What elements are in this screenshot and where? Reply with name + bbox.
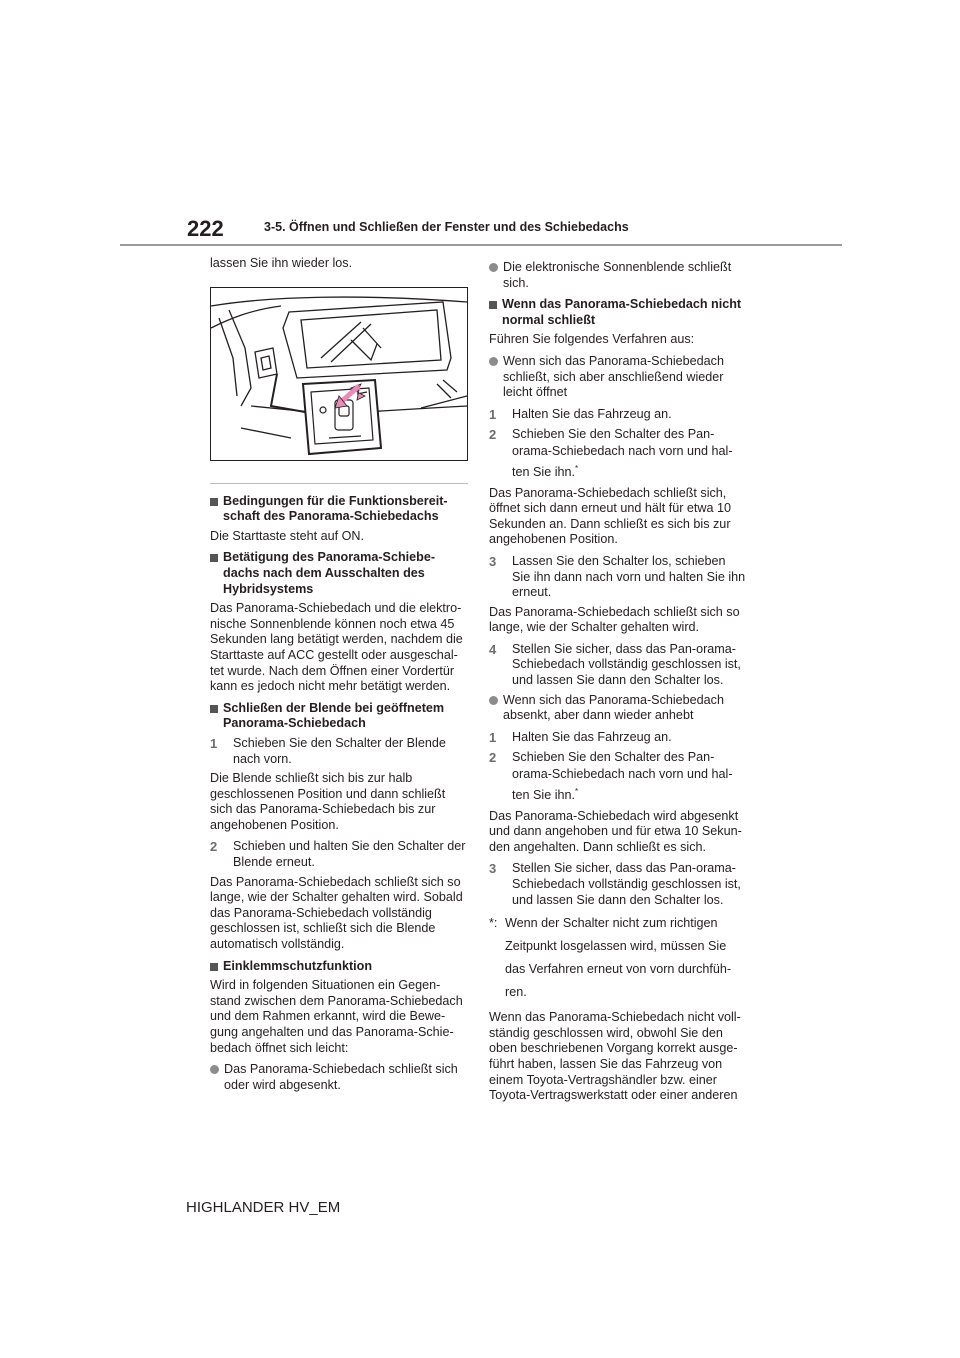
chapter-title: 3-5. Öffnen und Schließen der Fenster und des Schiebedachs — [264, 220, 629, 234]
procedure-1-text-2: Das Panorama-Schiebedach schließt sich so lange, wie der Schalter gehalten wird. — [489, 604, 740, 635]
jam-protection-text: Wird in folgenden Situationen ein Gegen-stand zwischen dem Panorama-Schiebedach und dem Rahmen erkannt, wird die Bewe-gung angehalten und das Panorama-Schie-bedach öffnet sich leicht: — [210, 978, 463, 1055]
section-divider — [210, 483, 468, 484]
round-bullet-icon — [210, 1065, 219, 1074]
footnote-marker: *: — [489, 916, 498, 931]
step-item: 3 Stellen Sie sicher, dass das Pan-orama-Schiebedach vollständig geschlossen ist, und lassen Sie dann den Schalter los. — [489, 861, 741, 907]
step-number: 1 — [489, 729, 497, 745]
heading-not-closing: Wenn das Panorama-Schiebedach nicht normal schließt — [489, 297, 747, 328]
final-paragraph: Wenn das Panorama-Schiebedach nicht voll-ständig geschlossen wird, obwohl Sie den oben beschriebenen Vorgang korrekt ausge-führt haben, lassen Sie das Fahrzeug von einem Toyota-Vertragshändler bzw. einer Toyota-Vertragswerkstatt oder einer anderen — [489, 1010, 741, 1103]
step-number: 3 — [489, 861, 497, 877]
step-item: 2 Schieben Sie den Schalter des Pan-orama-Schiebedach nach vorn und hal-ten Sie ihn.* — [489, 750, 733, 803]
heading-operating-conditions: Bedingungen für die Funktionsbereit-schaft des Panorama-Schiebedachs — [210, 494, 468, 525]
square-bullet-icon — [210, 963, 218, 971]
list-item: Wenn sich das Panorama-Schiebedach schließt, sich aber anschließend wieder leicht öffnet — [489, 354, 747, 401]
footnote-marker: * — [575, 787, 579, 797]
step-number: 2 — [210, 839, 218, 855]
step-number: 4 — [489, 641, 497, 657]
list-item: Die elektronische Sonnenblende schließt sich. — [489, 260, 747, 291]
page-header — [0, 0, 960, 250]
step-number: 2 — [489, 427, 497, 443]
sunroof-switch-illustration — [210, 287, 468, 461]
heading-close-shade: Schließen der Blende bei geöffnetem Panorama-Schiebedach — [210, 701, 468, 732]
after-hybrid-off-text: Das Panorama-Schiebedach und die elektro-nische Sonnenblende können noch etwa 45 Sekunden lang betätigt werden, nachdem die Starttaste auf ACC gestellt oder ausgeschal-tet wurde. Nach dem Öffnen einer Vordertür kann es jedoch nicht mehr betätigt werden. — [210, 601, 463, 694]
square-bullet-icon — [210, 554, 218, 562]
footer-model: HIGHLANDER HV_EM — [186, 1199, 341, 1216]
round-bullet-icon — [489, 696, 498, 705]
step-number: 1 — [210, 735, 218, 751]
round-bullet-icon — [489, 263, 498, 272]
header-divider — [120, 244, 842, 246]
step-item: 2 Schieben und halten Sie den Schalter der Blende erneut. — [210, 839, 466, 870]
operating-conditions-text: Die Starttaste steht auf ON. — [210, 528, 364, 543]
step-item: 3 Lassen Sie den Schalter los, schieben Sie ihn dann nach vorn und halten Sie ihn erneut. — [489, 553, 746, 600]
left-column — [210, 256, 468, 1099]
right-column — [489, 256, 747, 1110]
page-number: 222 — [187, 216, 224, 241]
list-item: Das Panorama-Schiebedach schließt sich oder wird abgesenkt. — [210, 1062, 468, 1093]
round-bullet-icon — [489, 357, 498, 366]
intro-text: lassen Sie ihn wieder los. — [210, 256, 353, 270]
procedure-1-text-1: Das Panorama-Schiebedach schließt sich, öffnet sich dann erneut und hält für etwa 10 Sekunden an. Dann schließt es sich bis zur angehobenen Position. — [489, 485, 732, 547]
heading-jam-protection: Einklemmschutzfunktion — [210, 959, 468, 975]
step-item: 1 Halten Sie das Fahrzeug an. — [489, 406, 672, 422]
footnote-marker: * — [575, 464, 579, 474]
list-item: Wenn sich das Panorama-Schiebedach absenkt, aber dann wieder anhebt — [489, 693, 747, 724]
not-closing-text: Führen Sie folgendes Verfahren aus: — [489, 332, 695, 347]
square-bullet-icon — [210, 705, 218, 713]
square-bullet-icon — [210, 498, 218, 506]
procedure-2-text-1: Das Panorama-Schiebedach wird abgesenkt und dann angehoben und für etwa 10 Sekun-den angehalten. Dann schließt es sich. — [489, 808, 742, 854]
step-item: 1 Halten Sie das Fahrzeug an. — [489, 729, 672, 745]
step-item: 4 Stellen Sie sicher, dass das Pan-orama-Schiebedach vollständig geschlossen ist, und lassen Sie dann den Schalter los. — [489, 641, 741, 688]
step-number: 1 — [489, 406, 497, 422]
step-number: 2 — [489, 750, 497, 766]
step-number: 3 — [489, 553, 497, 569]
footnote: *: Wenn der Schalter nicht zum richtigen Zeitpunkt losgelassen wird, müssen Sie das Verfahren erneut von vorn durchfüh-ren. — [489, 912, 747, 1004]
heading-after-hybrid-off: Betätigung des Panorama-Schiebe-dachs nach dem Ausschalten des Hybridsystems — [210, 550, 468, 597]
step-item: 1 Schieben Sie den Schalter der Blende nach vorn. — [210, 735, 446, 766]
close-shade-text-1: Die Blende schließt sich bis zur halb geschlossenen Position und dann schließt sich das Panorama-Schiebedach bis zur angehobenen Position. — [210, 771, 446, 832]
step-item: 2 Schieben Sie den Schalter des Pan-orama-Schiebedach nach vorn und hal-ten Sie ihn.* — [489, 427, 733, 480]
close-shade-text-2: Das Panorama-Schiebedach schließt sich so lange, wie der Schalter gehalten wird. Sobald das Panorama-Schiebedach vollständig geschlossen ist, schließt sich die Blende automatisch vollständig. — [210, 874, 463, 952]
square-bullet-icon — [489, 301, 497, 309]
